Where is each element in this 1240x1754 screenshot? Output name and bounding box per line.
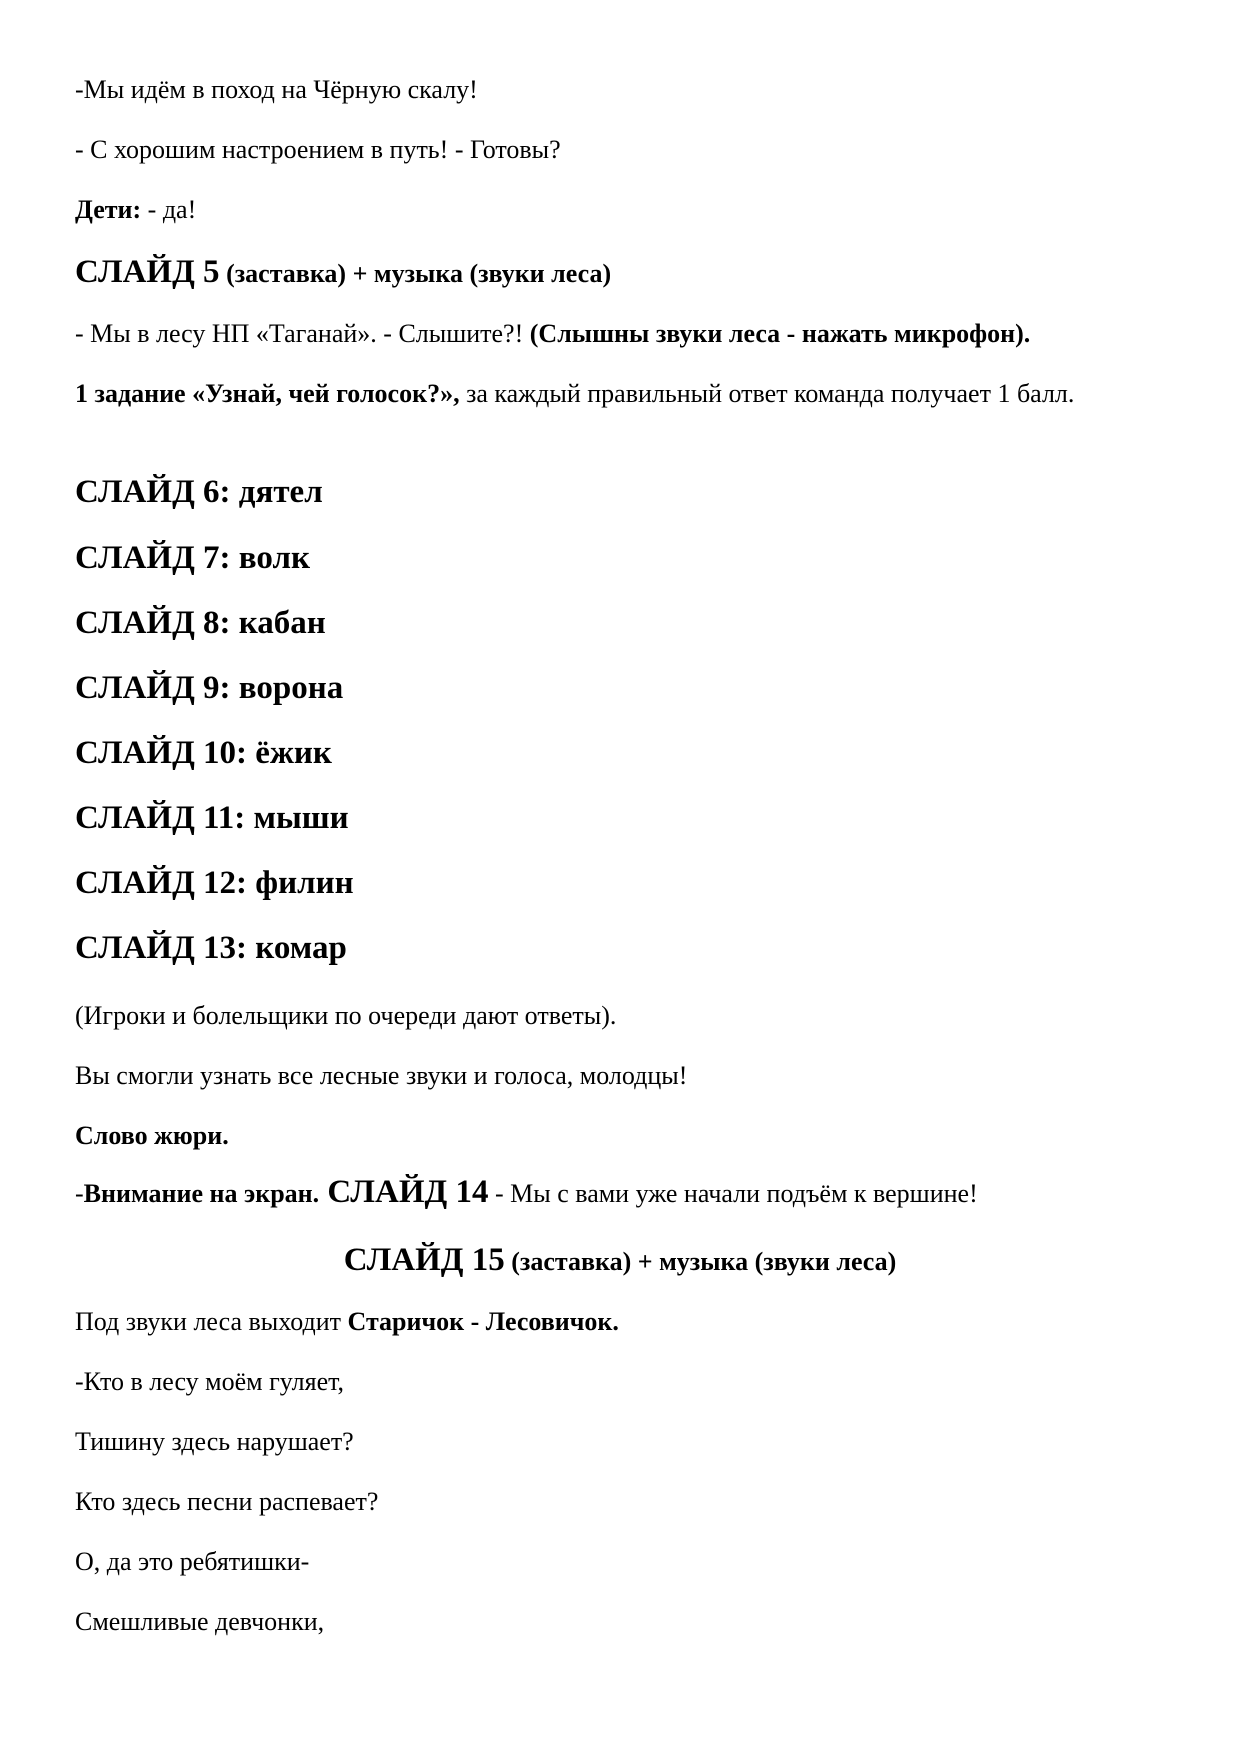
slide-15-heading <box>0 1240 1240 1282</box>
children-reply: - да! <box>141 195 197 224</box>
slide-10-heading: СЛАЙД 10: ёжик <box>75 735 332 771</box>
slide-15-label: СЛАЙД 15 <box>343 1242 505 1278</box>
slide-5-heading <box>75 252 611 294</box>
task-1-description: за каждый правильный ответ команда получает 1 балл. <box>459 379 1075 408</box>
slide-14-label: СЛАЙД 14 <box>319 1174 489 1210</box>
line-players-answers: (Игроки и болельщики по очереди дают ответы). <box>75 1001 617 1030</box>
slide-5-note: (заставка) + музыка (звуки леса) <box>219 259 612 288</box>
slide-5-label: СЛАЙД 5 <box>75 254 220 290</box>
attention-screen: Внимание на экран. <box>83 1179 320 1208</box>
line-children-answer <box>75 194 196 226</box>
line-praise: Вы смогли узнать все лесные звуки и голоса, молодцы! <box>75 1061 688 1090</box>
line-forest-taganai <box>75 318 1030 350</box>
slide-15-note: (заставка) + музыка (звуки леса) <box>504 1247 897 1276</box>
task-1-title: 1 задание «Узнай, чей голосок?», <box>75 379 460 408</box>
under-sounds-text: Под звуки леса выходит <box>75 1307 348 1336</box>
slide-8-heading: СЛАЙД 8: кабан <box>75 605 326 641</box>
slide-6-heading: СЛАЙД 6: дятел <box>75 474 323 510</box>
slide-13-heading: СЛАЙД 13: комар <box>75 930 347 966</box>
line-good-mood: - С хорошим настроением в путь! - Готовы? <box>75 135 561 164</box>
slide-9-heading: СЛАЙД 9: ворона <box>75 670 344 706</box>
slide-7-heading: СЛАЙД 7: волк <box>75 540 310 576</box>
line-slide-14 <box>75 1176 978 1210</box>
forest-instruction: (Слышны звуки леса - нажать микрофон). <box>529 319 1031 348</box>
slide-11-heading: СЛАЙД 11: мыши <box>75 800 349 836</box>
line-jury: Слово жюри. <box>75 1121 229 1150</box>
slide-12-heading: СЛАЙД 12: филин <box>75 865 354 901</box>
task-1-paragraph <box>75 378 1155 410</box>
line-old-man-enters <box>75 1306 619 1338</box>
slide-14-text: - Мы с вами уже начали подъём к вершине! <box>488 1179 978 1208</box>
forest-text: - Мы в лесу НП «Таганай». - Слышите?! <box>75 319 530 348</box>
speaker-children: Дети: <box>75 195 142 224</box>
poem-line-3: Кто здесь песни распевает? <box>75 1487 379 1516</box>
poem-line-4: О, да это ребятишки- <box>75 1547 310 1576</box>
character-lesovichok: Старичок - Лесовичок. <box>347 1307 619 1336</box>
poem-line-5: Смешливые девчонки, <box>75 1607 325 1636</box>
slide-14-dash: - <box>75 1179 84 1208</box>
line-hike-announcement: -Мы идём в поход на Чёрную скалу! <box>75 75 478 104</box>
poem-line-1: -Кто в лесу моём гуляет, <box>75 1367 345 1396</box>
poem-line-2: Тишину здесь нарушает? <box>75 1427 354 1456</box>
